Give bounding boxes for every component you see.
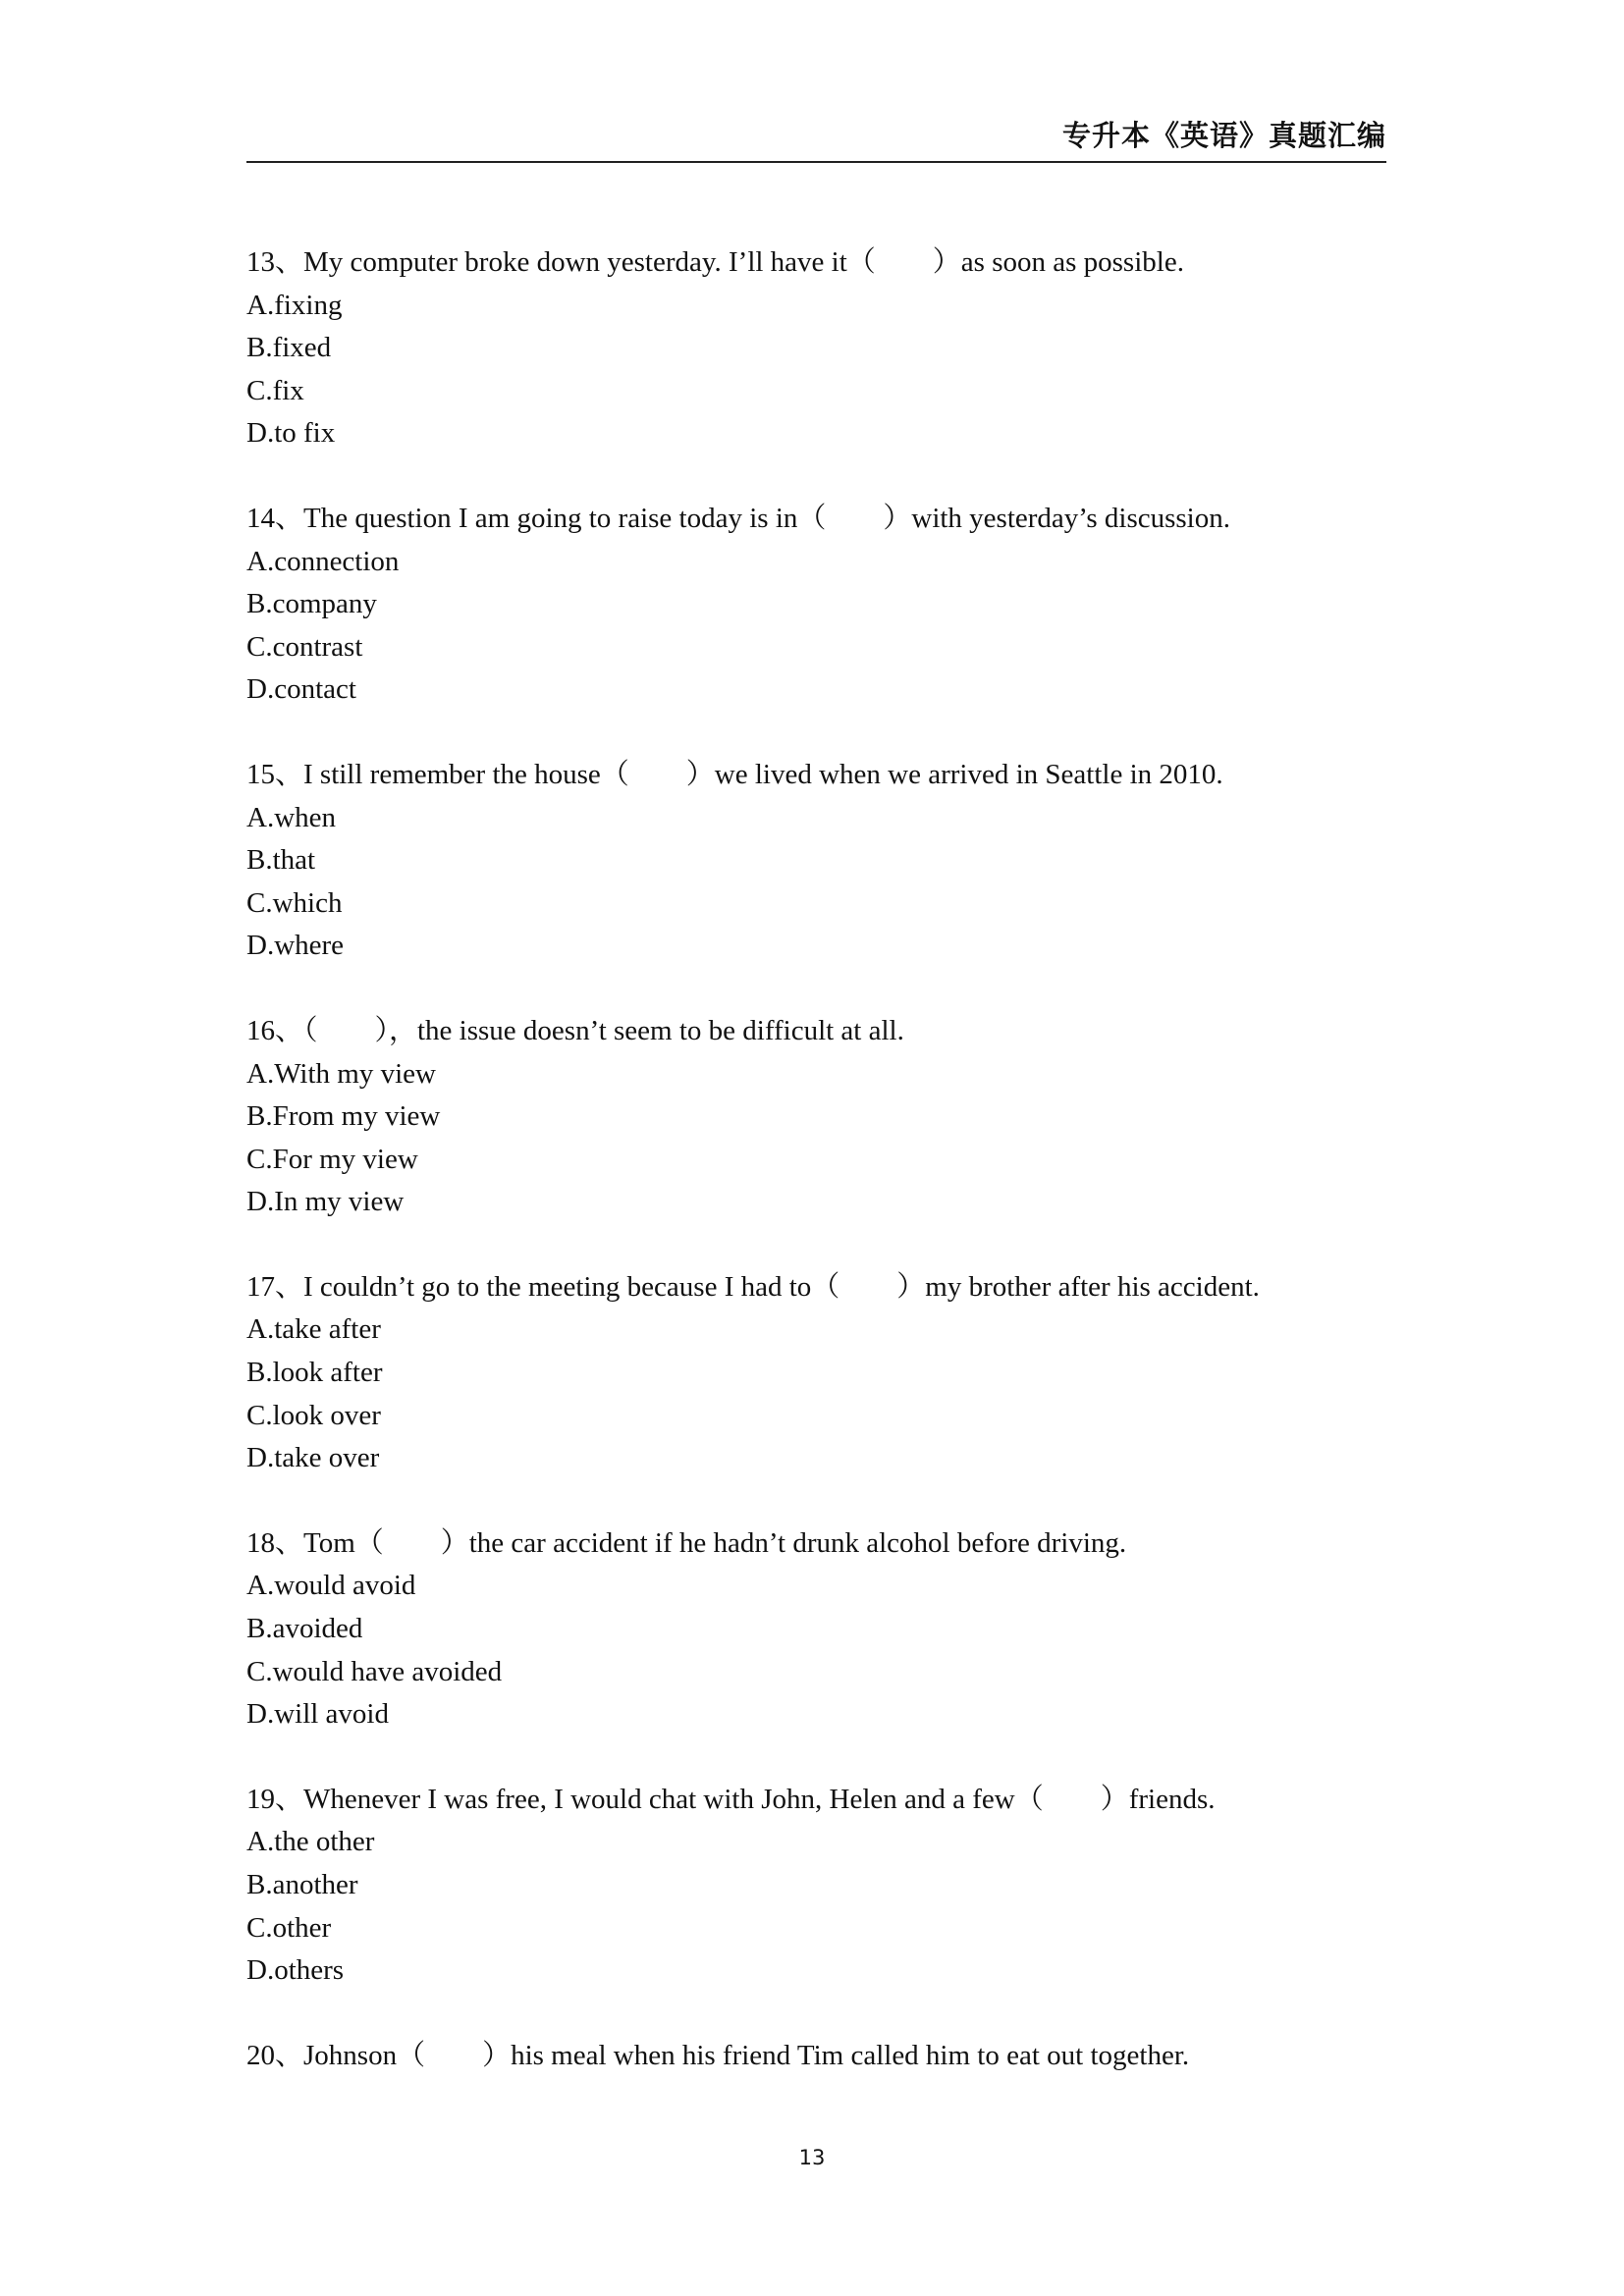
page-header bbox=[246, 116, 1386, 163]
question-stem: 14、The question I am going to raise today is in（ ）with yesterday’s discussion. bbox=[246, 502, 1230, 534]
question-20 bbox=[246, 2035, 1395, 2078]
option-d: D.where bbox=[246, 930, 345, 962]
option-b: B.another bbox=[246, 1869, 358, 1900]
option-b: B.that bbox=[246, 844, 316, 877]
option-b: B.look after bbox=[246, 1357, 383, 1389]
option-c: C.other bbox=[246, 1911, 332, 1944]
page-number: 13 bbox=[798, 2146, 826, 2169]
question-stem: 16、（ ），the issue doesn’t seem to be difficult at all. bbox=[246, 1014, 904, 1046]
question-15 bbox=[246, 754, 1395, 968]
option-c: C.look over bbox=[246, 1399, 381, 1431]
option-d: D.to fix bbox=[246, 417, 336, 450]
option-c: C.which bbox=[246, 886, 343, 919]
question-stem: 19、Whenever I was free, I would chat with John, Helen and a few（ ）friends. bbox=[246, 1783, 1216, 1815]
question-19 bbox=[246, 1779, 1395, 1993]
option-a: A.would avoid bbox=[246, 1570, 416, 1602]
question-stem: 17、I couldn’t go to the meeting because I had to（ ）my brother after his accident. bbox=[246, 1270, 1260, 1303]
option-d: D.take over bbox=[246, 1442, 380, 1474]
question-stem: 13、My computer broke down yesterday. I’ll have it（ ）as soon as possible. bbox=[246, 246, 1184, 278]
option-c: C.For my view bbox=[246, 1143, 418, 1175]
question-stem: 20、Johnson（ ）his meal when his friend Tim called him to eat out together. bbox=[246, 2039, 1190, 2071]
option-d: D.contact bbox=[246, 673, 356, 706]
header-title: 专升本《英语》真题汇编 bbox=[1061, 119, 1386, 152]
question-18 bbox=[246, 1522, 1395, 1736]
question-13 bbox=[246, 241, 1395, 455]
question-stem: 18、Tom（ ）the car accident if he hadn’t drunk alcohol before driving. bbox=[246, 1526, 1127, 1559]
option-c: C.fix bbox=[246, 374, 304, 406]
option-d: D.others bbox=[246, 1954, 345, 1987]
question-14 bbox=[246, 498, 1395, 712]
option-a: A.fixing bbox=[246, 289, 343, 321]
question-16 bbox=[246, 1010, 1395, 1224]
option-b: B.company bbox=[246, 588, 377, 620]
option-d: D.will avoid bbox=[246, 1698, 389, 1731]
question-17 bbox=[246, 1266, 1395, 1480]
option-a: A.take after bbox=[246, 1313, 381, 1346]
option-b: B.From my view bbox=[246, 1100, 441, 1133]
option-a: A.the other bbox=[246, 1826, 375, 1858]
option-a: A.when bbox=[246, 801, 337, 833]
option-d: D.In my view bbox=[246, 1186, 405, 1218]
option-a: A.connection bbox=[246, 545, 400, 577]
question-list bbox=[246, 241, 1395, 2119]
option-b: B.avoided bbox=[246, 1613, 363, 1645]
option-b: B.fixed bbox=[246, 332, 332, 364]
option-a: A.With my view bbox=[246, 1057, 436, 1090]
question-stem: 15、I still remember the house（ ）we lived when we arrived in Seattle in 2010. bbox=[246, 758, 1223, 790]
option-c: C.would have avoided bbox=[246, 1655, 503, 1687]
option-c: C.contrast bbox=[246, 630, 363, 663]
